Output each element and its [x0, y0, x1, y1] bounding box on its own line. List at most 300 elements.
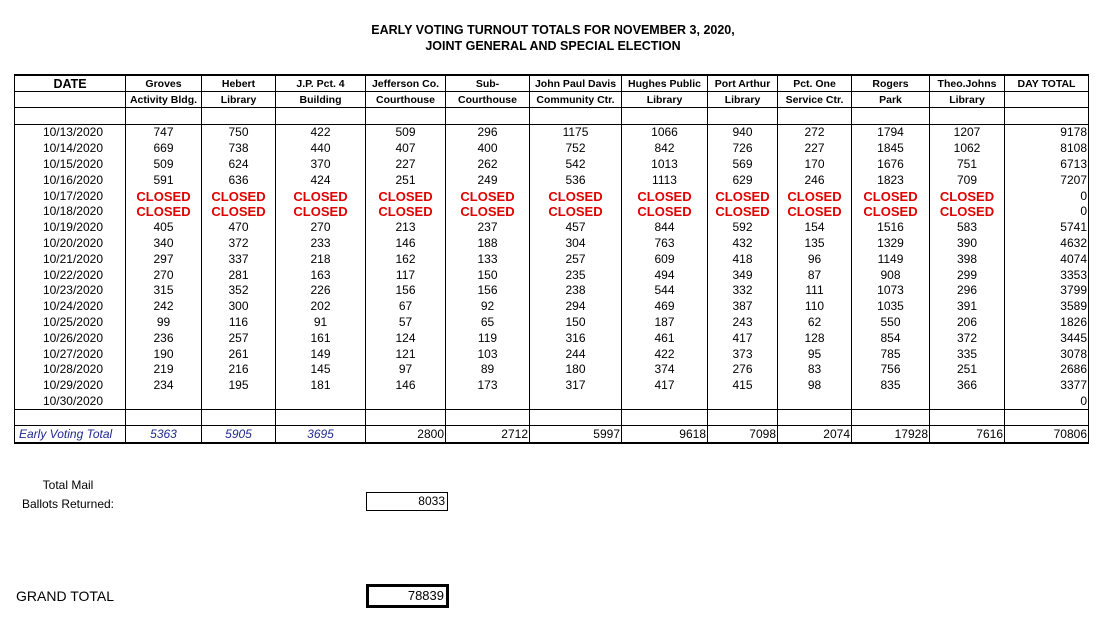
turnout-cell	[446, 394, 530, 410]
closed-cell: CLOSED	[622, 188, 708, 204]
turnout-cell: 150	[446, 267, 530, 283]
turnout-cell: 145	[276, 362, 366, 378]
column-header-line1: Groves	[126, 75, 202, 92]
closed-cell: CLOSED	[622, 204, 708, 220]
mail-ballots-label	[18, 476, 118, 514]
location-total-cell: 3695	[276, 426, 366, 443]
turnout-cell: 96	[778, 251, 852, 267]
turnout-cell: 738	[202, 141, 276, 157]
column-header-line2: Library	[930, 92, 1005, 108]
turnout-cell: 422	[276, 125, 366, 141]
row-date: 10/13/2020	[15, 125, 126, 141]
location-total-cell: 2712	[446, 426, 530, 443]
turnout-cell: 1062	[930, 141, 1005, 157]
column-header-line2: Activity Bldg.	[126, 92, 202, 108]
day-total-cell: 3078	[1005, 346, 1089, 362]
turnout-cell: 835	[852, 378, 930, 394]
turnout-cell	[930, 394, 1005, 410]
turnout-cell: 400	[446, 141, 530, 157]
turnout-cell: 1845	[852, 141, 930, 157]
column-header-line1: Sub-	[446, 75, 530, 92]
row-date: 10/15/2020	[15, 157, 126, 173]
grand-total-value: 78839	[366, 584, 449, 608]
turnout-cell: 163	[276, 267, 366, 283]
turnout-cell: 233	[276, 236, 366, 252]
turnout-cell: 629	[708, 172, 778, 188]
turnout-cell: 636	[202, 172, 276, 188]
row-date: 10/28/2020	[15, 362, 126, 378]
turnout-cell: 262	[446, 157, 530, 173]
turnout-cell: 785	[852, 346, 930, 362]
spacer-row	[15, 410, 1089, 426]
turnout-cell: 135	[778, 236, 852, 252]
day-total-cell: 3377	[1005, 378, 1089, 394]
row-date: 10/30/2020	[15, 394, 126, 410]
turnout-cell: 219	[126, 362, 202, 378]
turnout-cell: 235	[530, 267, 622, 283]
turnout-cell: 244	[530, 346, 622, 362]
turnout-cell: 270	[126, 267, 202, 283]
turnout-cell: 391	[930, 299, 1005, 315]
day-total-cell: 0	[1005, 188, 1089, 204]
table-row	[15, 283, 1089, 299]
column-header-line1: Jefferson Co.	[366, 75, 446, 92]
turnout-cell: 1035	[852, 299, 930, 315]
turnout-cell: 373	[708, 346, 778, 362]
turnout-cell: 569	[708, 157, 778, 173]
turnout-cell: 417	[622, 378, 708, 394]
turnout-cell: 1676	[852, 157, 930, 173]
turnout-cell: 751	[930, 157, 1005, 173]
turnout-cell: 98	[778, 378, 852, 394]
turnout-cell: 187	[622, 315, 708, 331]
turnout-cell: 624	[202, 157, 276, 173]
row-date: 10/27/2020	[15, 346, 126, 362]
location-total-cell: 7098	[708, 426, 778, 443]
turnout-cell: 170	[778, 157, 852, 173]
closed-cell: CLOSED	[930, 204, 1005, 220]
turnout-cell: 249	[446, 172, 530, 188]
turnout-cell: 542	[530, 157, 622, 173]
table-row	[15, 236, 1089, 252]
turnout-cell: 116	[202, 315, 276, 331]
turnout-cell	[708, 394, 778, 410]
table-row	[15, 204, 1089, 220]
closed-cell: CLOSED	[446, 204, 530, 220]
turnout-cell: 213	[366, 220, 446, 236]
day-total-cell: 0	[1005, 394, 1089, 410]
turnout-cell: 470	[202, 220, 276, 236]
turnout-cell: 372	[202, 236, 276, 252]
column-header-line2: Courthouse	[446, 92, 530, 108]
turnout-cell: 237	[446, 220, 530, 236]
turnout-cell: 372	[930, 330, 1005, 346]
turnout-cell: 195	[202, 378, 276, 394]
column-header-line1: J.P. Pct. 4	[276, 75, 366, 92]
turnout-cell: 422	[622, 346, 708, 362]
turnout-cell: 415	[708, 378, 778, 394]
column-header-line1: Hebert	[202, 75, 276, 92]
turnout-cell: 940	[708, 125, 778, 141]
mail-label-line-1: Total Mail	[42, 478, 94, 492]
column-header-line2: Park	[852, 92, 930, 108]
turnout-cell: 374	[622, 362, 708, 378]
day-total-cell: 4074	[1005, 251, 1089, 267]
table-row	[15, 299, 1089, 315]
row-date: 10/25/2020	[15, 315, 126, 331]
closed-cell: CLOSED	[446, 188, 530, 204]
early-voting-total-row	[15, 426, 1089, 443]
table-row	[15, 315, 1089, 331]
turnout-cell: 257	[202, 330, 276, 346]
row-date: 10/29/2020	[15, 378, 126, 394]
turnout-cell: 304	[530, 236, 622, 252]
turnout-cell: 206	[930, 315, 1005, 331]
closed-cell: CLOSED	[852, 204, 930, 220]
turnout-cell: 117	[366, 267, 446, 283]
turnout-cell: 407	[366, 141, 446, 157]
table-row	[15, 394, 1089, 410]
row-date: 10/14/2020	[15, 141, 126, 157]
turnout-cell: 432	[708, 236, 778, 252]
early-voting-total-label: Early Voting Total	[15, 426, 126, 443]
closed-cell: CLOSED	[530, 204, 622, 220]
location-total-cell: 7616	[930, 426, 1005, 443]
grand-total-label: GRAND TOTAL	[16, 588, 115, 604]
table-row	[15, 141, 1089, 157]
turnout-cell: 57	[366, 315, 446, 331]
turnout-cell: 349	[708, 267, 778, 283]
column-header-line1: John Paul Davis	[530, 75, 622, 92]
turnout-cell: 218	[276, 251, 366, 267]
day-total-header: DAY TOTAL	[1005, 75, 1089, 92]
turnout-cell: 281	[202, 267, 276, 283]
total-header-blank	[1005, 92, 1089, 108]
turnout-cell: 146	[366, 378, 446, 394]
row-date: 10/24/2020	[15, 299, 126, 315]
day-total-cell: 2686	[1005, 362, 1089, 378]
turnout-cell: 246	[778, 172, 852, 188]
overall-total-cell: 70806	[1005, 426, 1089, 443]
location-total-cell: 2074	[778, 426, 852, 443]
title-line-2: JOINT GENERAL AND SPECIAL ELECTION	[425, 39, 681, 53]
title-line-1: EARLY VOTING TURNOUT TOTALS FOR NOVEMBER 3, 2020,	[371, 23, 735, 37]
day-total-cell: 8108	[1005, 141, 1089, 157]
turnout-cell: 583	[930, 220, 1005, 236]
closed-cell: CLOSED	[202, 188, 276, 204]
table-row	[15, 188, 1089, 204]
closed-cell: CLOSED	[530, 188, 622, 204]
turnout-cell: 550	[852, 315, 930, 331]
turnout-cell: 750	[202, 125, 276, 141]
row-date: 10/19/2020	[15, 220, 126, 236]
turnout-cell: 1073	[852, 283, 930, 299]
turnout-cell: 854	[852, 330, 930, 346]
closed-cell: CLOSED	[126, 188, 202, 204]
turnout-cell: 294	[530, 299, 622, 315]
turnout-cell: 149	[276, 346, 366, 362]
turnout-cell: 67	[366, 299, 446, 315]
day-total-cell: 5741	[1005, 220, 1089, 236]
closed-cell: CLOSED	[366, 188, 446, 204]
turnout-cell: 251	[930, 362, 1005, 378]
turnout-cell: 190	[126, 346, 202, 362]
turnout-cell: 150	[530, 315, 622, 331]
turnout-cell: 418	[708, 251, 778, 267]
day-total-cell: 3589	[1005, 299, 1089, 315]
turnout-cell: 299	[930, 267, 1005, 283]
column-header-line2: Library	[708, 92, 778, 108]
turnout-cell: 1329	[852, 236, 930, 252]
turnout-cell: 509	[366, 125, 446, 141]
turnout-cell: 317	[530, 378, 622, 394]
turnout-cell: 180	[530, 362, 622, 378]
turnout-cell: 417	[708, 330, 778, 346]
row-date: 10/20/2020	[15, 236, 126, 252]
table-row	[15, 220, 1089, 236]
turnout-cell: 297	[126, 251, 202, 267]
row-date: 10/21/2020	[15, 251, 126, 267]
table-row	[15, 157, 1089, 173]
day-total-cell: 0	[1005, 204, 1089, 220]
turnout-cell: 544	[622, 283, 708, 299]
turnout-table	[14, 74, 1089, 444]
turnout-cell: 188	[446, 236, 530, 252]
header-row-2	[15, 92, 1089, 108]
turnout-cell: 536	[530, 172, 622, 188]
turnout-cell: 251	[366, 172, 446, 188]
mail-label-line-2: Ballots Returned:	[21, 497, 115, 511]
turnout-cell: 276	[708, 362, 778, 378]
turnout-cell: 154	[778, 220, 852, 236]
turnout-cell	[202, 394, 276, 410]
date-header: DATE	[15, 75, 126, 92]
day-total-cell: 3353	[1005, 267, 1089, 283]
row-date: 10/23/2020	[15, 283, 126, 299]
closed-cell: CLOSED	[852, 188, 930, 204]
turnout-cell: 352	[202, 283, 276, 299]
turnout-cell: 110	[778, 299, 852, 315]
table-row	[15, 251, 1089, 267]
closed-cell: CLOSED	[276, 188, 366, 204]
location-total-cell: 5905	[202, 426, 276, 443]
mail-ballots-value: 8033	[366, 492, 448, 511]
turnout-cell: 236	[126, 330, 202, 346]
turnout-cell: 296	[446, 125, 530, 141]
closed-cell: CLOSED	[778, 204, 852, 220]
day-total-cell: 6713	[1005, 157, 1089, 173]
column-header-line1: Hughes Public	[622, 75, 708, 92]
location-total-cell: 5997	[530, 426, 622, 443]
table-row	[15, 378, 1089, 394]
turnout-cell: 842	[622, 141, 708, 157]
turnout-cell: 509	[126, 157, 202, 173]
turnout-cell: 1066	[622, 125, 708, 141]
turnout-cell: 111	[778, 283, 852, 299]
turnout-cell: 844	[622, 220, 708, 236]
turnout-cell: 243	[708, 315, 778, 331]
location-total-cell: 9618	[622, 426, 708, 443]
turnout-cell: 1823	[852, 172, 930, 188]
turnout-cell: 405	[126, 220, 202, 236]
location-total-cell: 17928	[852, 426, 930, 443]
turnout-cell: 366	[930, 378, 1005, 394]
turnout-cell: 337	[202, 251, 276, 267]
turnout-cell: 234	[126, 378, 202, 394]
turnout-cell: 65	[446, 315, 530, 331]
turnout-cell: 227	[778, 141, 852, 157]
turnout-cell: 1175	[530, 125, 622, 141]
turnout-cell: 87	[778, 267, 852, 283]
closed-cell: CLOSED	[202, 204, 276, 220]
closed-cell: CLOSED	[708, 204, 778, 220]
column-header-line1: Theo.Johns	[930, 75, 1005, 92]
turnout-cell: 124	[366, 330, 446, 346]
turnout-cell	[622, 394, 708, 410]
closed-cell: CLOSED	[930, 188, 1005, 204]
turnout-cell: 752	[530, 141, 622, 157]
date-header-blank	[15, 92, 126, 108]
turnout-cell: 202	[276, 299, 366, 315]
turnout-cell: 340	[126, 236, 202, 252]
turnout-cell: 592	[708, 220, 778, 236]
turnout-cell: 908	[852, 267, 930, 283]
column-header-line2: Courthouse	[366, 92, 446, 108]
report-title	[0, 22, 1106, 54]
turnout-cell	[276, 394, 366, 410]
turnout-cell: 669	[126, 141, 202, 157]
turnout-cell: 121	[366, 346, 446, 362]
row-date: 10/22/2020	[15, 267, 126, 283]
day-total-cell: 7207	[1005, 172, 1089, 188]
turnout-cell: 257	[530, 251, 622, 267]
turnout-cell: 242	[126, 299, 202, 315]
location-total-cell: 5363	[126, 426, 202, 443]
turnout-cell: 128	[778, 330, 852, 346]
header-row-1	[15, 75, 1089, 92]
turnout-cell: 1794	[852, 125, 930, 141]
column-header-line2: Building	[276, 92, 366, 108]
turnout-cell: 146	[366, 236, 446, 252]
turnout-cell	[366, 394, 446, 410]
closed-cell: CLOSED	[778, 188, 852, 204]
column-header-line1: Pct. One	[778, 75, 852, 92]
turnout-cell: 119	[446, 330, 530, 346]
closed-cell: CLOSED	[708, 188, 778, 204]
closed-cell: CLOSED	[276, 204, 366, 220]
turnout-cell: 370	[276, 157, 366, 173]
day-total-cell: 3445	[1005, 330, 1089, 346]
turnout-cell: 99	[126, 315, 202, 331]
turnout-cell	[126, 394, 202, 410]
turnout-cell: 300	[202, 299, 276, 315]
column-header-line2: Community Ctr.	[530, 92, 622, 108]
turnout-cell: 261	[202, 346, 276, 362]
turnout-cell: 181	[276, 378, 366, 394]
turnout-cell: 387	[708, 299, 778, 315]
turnout-cell: 315	[126, 283, 202, 299]
turnout-cell: 335	[930, 346, 1005, 362]
table-row	[15, 125, 1089, 141]
column-header-line2: Library	[622, 92, 708, 108]
turnout-cell: 469	[622, 299, 708, 315]
turnout-cell: 1149	[852, 251, 930, 267]
turnout-cell: 103	[446, 346, 530, 362]
turnout-cell: 1516	[852, 220, 930, 236]
spacer-row	[15, 108, 1089, 125]
row-date: 10/18/2020	[15, 204, 126, 220]
turnout-cell: 461	[622, 330, 708, 346]
turnout-cell	[530, 394, 622, 410]
table-row	[15, 362, 1089, 378]
turnout-cell: 1207	[930, 125, 1005, 141]
turnout-cell: 83	[778, 362, 852, 378]
turnout-cell: 173	[446, 378, 530, 394]
turnout-cell: 296	[930, 283, 1005, 299]
day-total-cell: 4632	[1005, 236, 1089, 252]
turnout-cell: 91	[276, 315, 366, 331]
day-total-cell: 1826	[1005, 315, 1089, 331]
column-header-line2: Library	[202, 92, 276, 108]
turnout-cell: 709	[930, 172, 1005, 188]
location-total-cell: 2800	[366, 426, 446, 443]
column-header-line1: Port Arthur	[708, 75, 778, 92]
turnout-cell: 95	[778, 346, 852, 362]
turnout-cell: 92	[446, 299, 530, 315]
turnout-cell: 238	[530, 283, 622, 299]
table-row	[15, 346, 1089, 362]
turnout-cell: 156	[446, 283, 530, 299]
turnout-cell: 156	[366, 283, 446, 299]
column-header-line2: Service Ctr.	[778, 92, 852, 108]
column-header-line1: Rogers	[852, 75, 930, 92]
turnout-cell	[852, 394, 930, 410]
turnout-cell: 494	[622, 267, 708, 283]
day-total-cell: 3799	[1005, 283, 1089, 299]
turnout-cell: 62	[778, 315, 852, 331]
table-row	[15, 330, 1089, 346]
turnout-cell: 457	[530, 220, 622, 236]
turnout-cell: 270	[276, 220, 366, 236]
turnout-cell: 756	[852, 362, 930, 378]
turnout-cell: 97	[366, 362, 446, 378]
turnout-cell: 226	[276, 283, 366, 299]
turnout-cell: 747	[126, 125, 202, 141]
turnout-cell: 332	[708, 283, 778, 299]
turnout-cell: 440	[276, 141, 366, 157]
row-date: 10/16/2020	[15, 172, 126, 188]
turnout-cell	[778, 394, 852, 410]
turnout-cell: 216	[202, 362, 276, 378]
table-row	[15, 172, 1089, 188]
turnout-cell: 161	[276, 330, 366, 346]
turnout-cell: 227	[366, 157, 446, 173]
turnout-cell: 162	[366, 251, 446, 267]
turnout-cell: 272	[778, 125, 852, 141]
row-date: 10/17/2020	[15, 188, 126, 204]
turnout-cell: 1013	[622, 157, 708, 173]
turnout-cell: 133	[446, 251, 530, 267]
closed-cell: CLOSED	[126, 204, 202, 220]
turnout-cell: 89	[446, 362, 530, 378]
turnout-cell: 316	[530, 330, 622, 346]
turnout-cell: 1113	[622, 172, 708, 188]
turnout-cell: 591	[126, 172, 202, 188]
turnout-cell: 763	[622, 236, 708, 252]
closed-cell: CLOSED	[366, 204, 446, 220]
table-row	[15, 267, 1089, 283]
row-date: 10/26/2020	[15, 330, 126, 346]
